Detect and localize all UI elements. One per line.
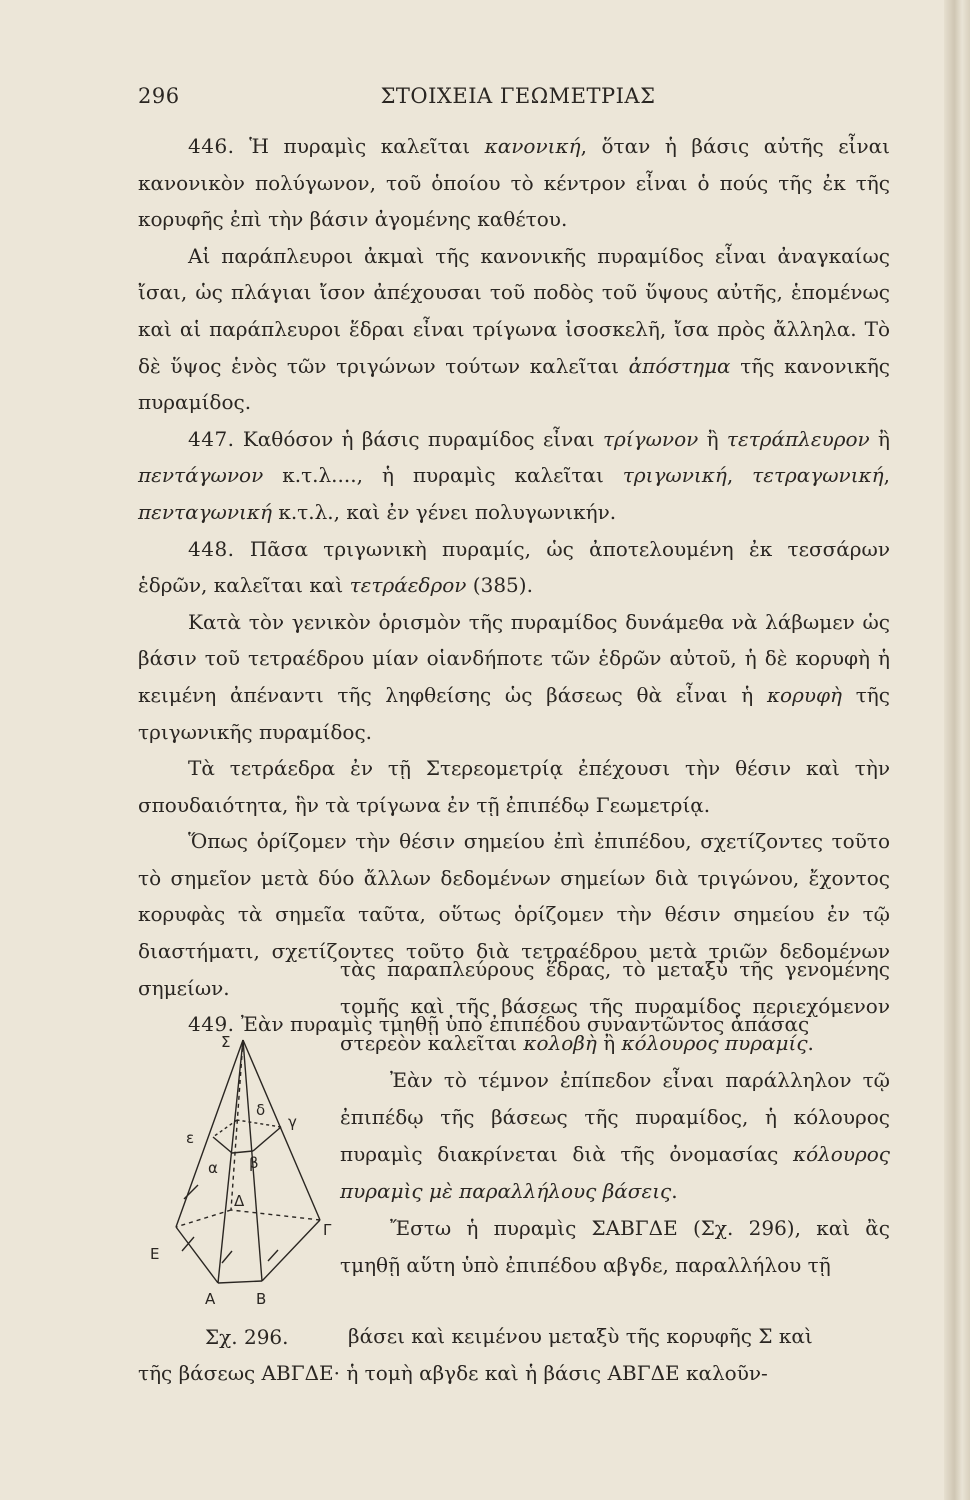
hatch-4 — [268, 1250, 278, 1261]
text: . — [671, 1179, 678, 1203]
label-S: Σ — [221, 1033, 231, 1051]
edge-SD — [231, 1040, 243, 1210]
term: πεντάγωνον — [138, 463, 264, 488]
base-GD — [231, 1210, 320, 1220]
text: Ἡ πυραμὶς καλεῖται — [234, 134, 485, 158]
term: κανονική — [484, 134, 581, 158]
label-B: B — [256, 1290, 267, 1308]
base-DE — [176, 1210, 231, 1227]
paragraph-449-definition — [340, 951, 890, 1062]
text: , ὅταν ἡ βάσις αὐτῆς εἶναι κανονικὸν πολύγωνον, τοῦ ὁποίου τὸ κέντρον εἶναι ὁ πούς τῆς ἐκ τῆς κορυφῆς ἐπὶ τὴν βάσιν ἀγομένης καθέτου. — [138, 134, 890, 232]
paragraph-448-tetrahedra: Τὰ τετράεδρα ἐν τῇ Στερεομετρίᾳ ἐπέχουσι τὴν θέσιν καὶ τὴν σπουδαιότητα, ἣν τὰ τρίγωνα ἐν τῇ ἐπιπέδῳ Γεωμετρίᾳ. — [138, 756, 890, 817]
text: . — [807, 1031, 814, 1055]
figure-caption: Σχ. 296. — [205, 1325, 289, 1349]
term: τρίγωνον — [602, 426, 699, 451]
paragraph-446 — [138, 128, 890, 238]
text: Καθόσον ἡ βάσις πυραμίδος εἶναι — [234, 426, 603, 451]
label-g: γ — [288, 1113, 297, 1131]
label-D: Δ — [234, 1192, 245, 1210]
text: , — [883, 463, 890, 488]
base-AB — [218, 1281, 262, 1283]
label-A: A — [205, 1290, 216, 1308]
paragraph-448-position: Ὅπως ὁρίζομεν τὴν θέσιν σημείου ἐπὶ ἐπιπέδου, σχετίζοντες τοῦτο τὸ σημεῖον μετὰ δύο ἄλλων δεδομένων σημείων διὰ τριγώνου, ἔχοντος κορυφὰς τὰ σημεῖα ταῦτα, οὕτως ὁρίζομεν τὴν θέσιν σημείου ἐν τῷ διαστήματι, σχετίζοντες τοῦτο διὰ τετραέδρου μετὰ τριῶν δεδομένων σημείων. — [138, 829, 890, 1000]
base-BG — [262, 1220, 320, 1281]
section-ea — [213, 1137, 232, 1153]
text: τὰς παραπλεύρους ἕδρας, τὸ μεταξὺ τῆς γενομένης τομῆς καὶ τῆς βάσεως τῆς πυραμίδος περιεχόμενον στερεὸν καλεῖται — [340, 957, 890, 1055]
label-d: δ — [256, 1101, 266, 1119]
text: Κατὰ τὸν γενικὸν ὁρισμὸν τῆς πυραμίδος δυνάμεθα νὰ λάβωμεν ὡς βάσιν τοῦ τετραέδρου μίαν οἱανδήποτε τῶν ἑδρῶν αὐτοῦ, ἡ δὲ κορυφὴ ἡ κειμένη ἀπέναντι τῆς ληφθείσης ὡς βάσεως θὰ εἶναι ἡ — [138, 609, 890, 707]
section-number: 446. — [188, 134, 235, 158]
text: ἢ — [596, 1031, 622, 1055]
text: ἢ — [869, 426, 891, 451]
term: κόλουρος πυραμίς — [621, 1031, 808, 1055]
running-title: ΣΤΟΙΧΕΙΑ ΓΕΩΜΕΤΡΙΑΣ — [380, 84, 656, 108]
term: τετράεδρον — [349, 573, 467, 598]
hatch-3 — [222, 1251, 232, 1263]
line-2: τῆς βάσεως ΑΒΓΔΕ· ἡ τομὴ αβγδε καὶ ἡ βάσις ΑΒΓΔΕ καλοῦν- — [138, 1361, 768, 1385]
term: κορυφὴ — [766, 682, 842, 707]
text: , — [726, 463, 753, 488]
text: Ἐὰν τὸ τέμνον ἐπίπεδον εἶναι παράλληλον τῷ ἐπιπέδῳ τῆς βάσεως τῆς πυραμίδος, ἡ κόλουρος πυραμὶς διακρίνεται διὰ τῆς ὀνομασίας — [340, 1068, 890, 1166]
page-number: 296 — [138, 84, 180, 108]
term: τριγωνική — [622, 463, 727, 488]
term: κόλουρος πυραμὶς μὲ παραλλήλους βάσεις — [340, 1142, 890, 1203]
text: κ.τ.λ...., ἡ πυραμὶς καλεῖται — [263, 463, 623, 488]
text: (385). — [466, 573, 533, 598]
label-G: Γ — [323, 1221, 332, 1239]
label-b: β — [249, 1154, 259, 1172]
text: Πᾶσα τριγωνικὴ πυραμίς, ὡς ἀποτελουμένη ἐκ τεσσάρων ἑδρῶν, καλεῖται καὶ — [138, 536, 890, 598]
term: τετράπλευρον — [726, 426, 870, 451]
text: Αἱ παράπλευροι ἀκμαὶ τῆς κανονικῆς πυραμίδος εἶναι ἀναγκαίως ἴσαι, ὡς πλάγιαι ἴσον ἀπέχουσαι τοῦ ποδὸς τοῦ ὕψους αὐτῆς, ἑπομένως καὶ αἱ παράπλευροι ἕδραι εἶναι τρίγωνα ἰσοσκελῆ, ἴσα πρὸς ἄλληλα. Τὸ δὲ ὕψος ἑνὸς τῶν τριγώνων τούτων καλεῖται — [138, 243, 890, 378]
label-E: E — [150, 1245, 160, 1263]
term: τετραγωνική — [752, 463, 884, 488]
section-gd — [237, 1120, 281, 1127]
term: ἀπόστημα — [628, 353, 731, 378]
pyramid-diagram — [138, 1025, 338, 1315]
label-e: ε — [186, 1129, 195, 1147]
text: τῆς κανονικῆς πυραμίδος. — [138, 353, 890, 415]
text: κ.τ.λ., καὶ ἐν γένει πολυγωνικήν. — [271, 499, 617, 524]
paragraph-448 — [138, 531, 890, 604]
paragraph-449-example: Ἔστω ἡ πυραμὶς ΣΑΒΓΔΕ (Σχ. 296), καὶ ἂς τμηθῇ αὕτη ὑπὸ ἐπιπέδου αβγδε, παραλλήλου τῇ — [340, 1216, 890, 1277]
text: Ἐὰν πυραμὶς τμηθῇ ὑπὸ ἐπιπέδου συναντῶντος ἁπάσας — [234, 1012, 810, 1037]
line-1: βάσει καὶ κειμένου μεταξὺ τῆς κορυφῆς Σ καὶ — [348, 1324, 813, 1348]
paragraph-449-parallel — [340, 1062, 890, 1210]
base-EA — [176, 1227, 218, 1283]
section-number: 449. — [188, 1012, 235, 1037]
label-a: α — [208, 1159, 218, 1177]
term: κολοβὴ — [523, 1031, 597, 1055]
pyramid-figure — [138, 1025, 338, 1315]
main-text — [138, 128, 890, 1043]
section-number: 447. — [188, 426, 235, 451]
text: ἢ — [698, 426, 727, 451]
section-number: 448. — [188, 536, 235, 561]
paragraph-446-cont — [138, 238, 890, 421]
paragraph-448-cont — [138, 604, 890, 750]
text: τῆς τριγωνικῆς πυραμίδος. — [138, 682, 890, 744]
bottom-text — [138, 1318, 890, 1392]
wrapped-text — [340, 951, 890, 1284]
paragraph-447 — [138, 421, 890, 531]
page-edge — [944, 0, 970, 1500]
section-bg — [253, 1127, 281, 1151]
section-ab — [232, 1151, 253, 1153]
term: πενταγωνική — [138, 499, 272, 524]
